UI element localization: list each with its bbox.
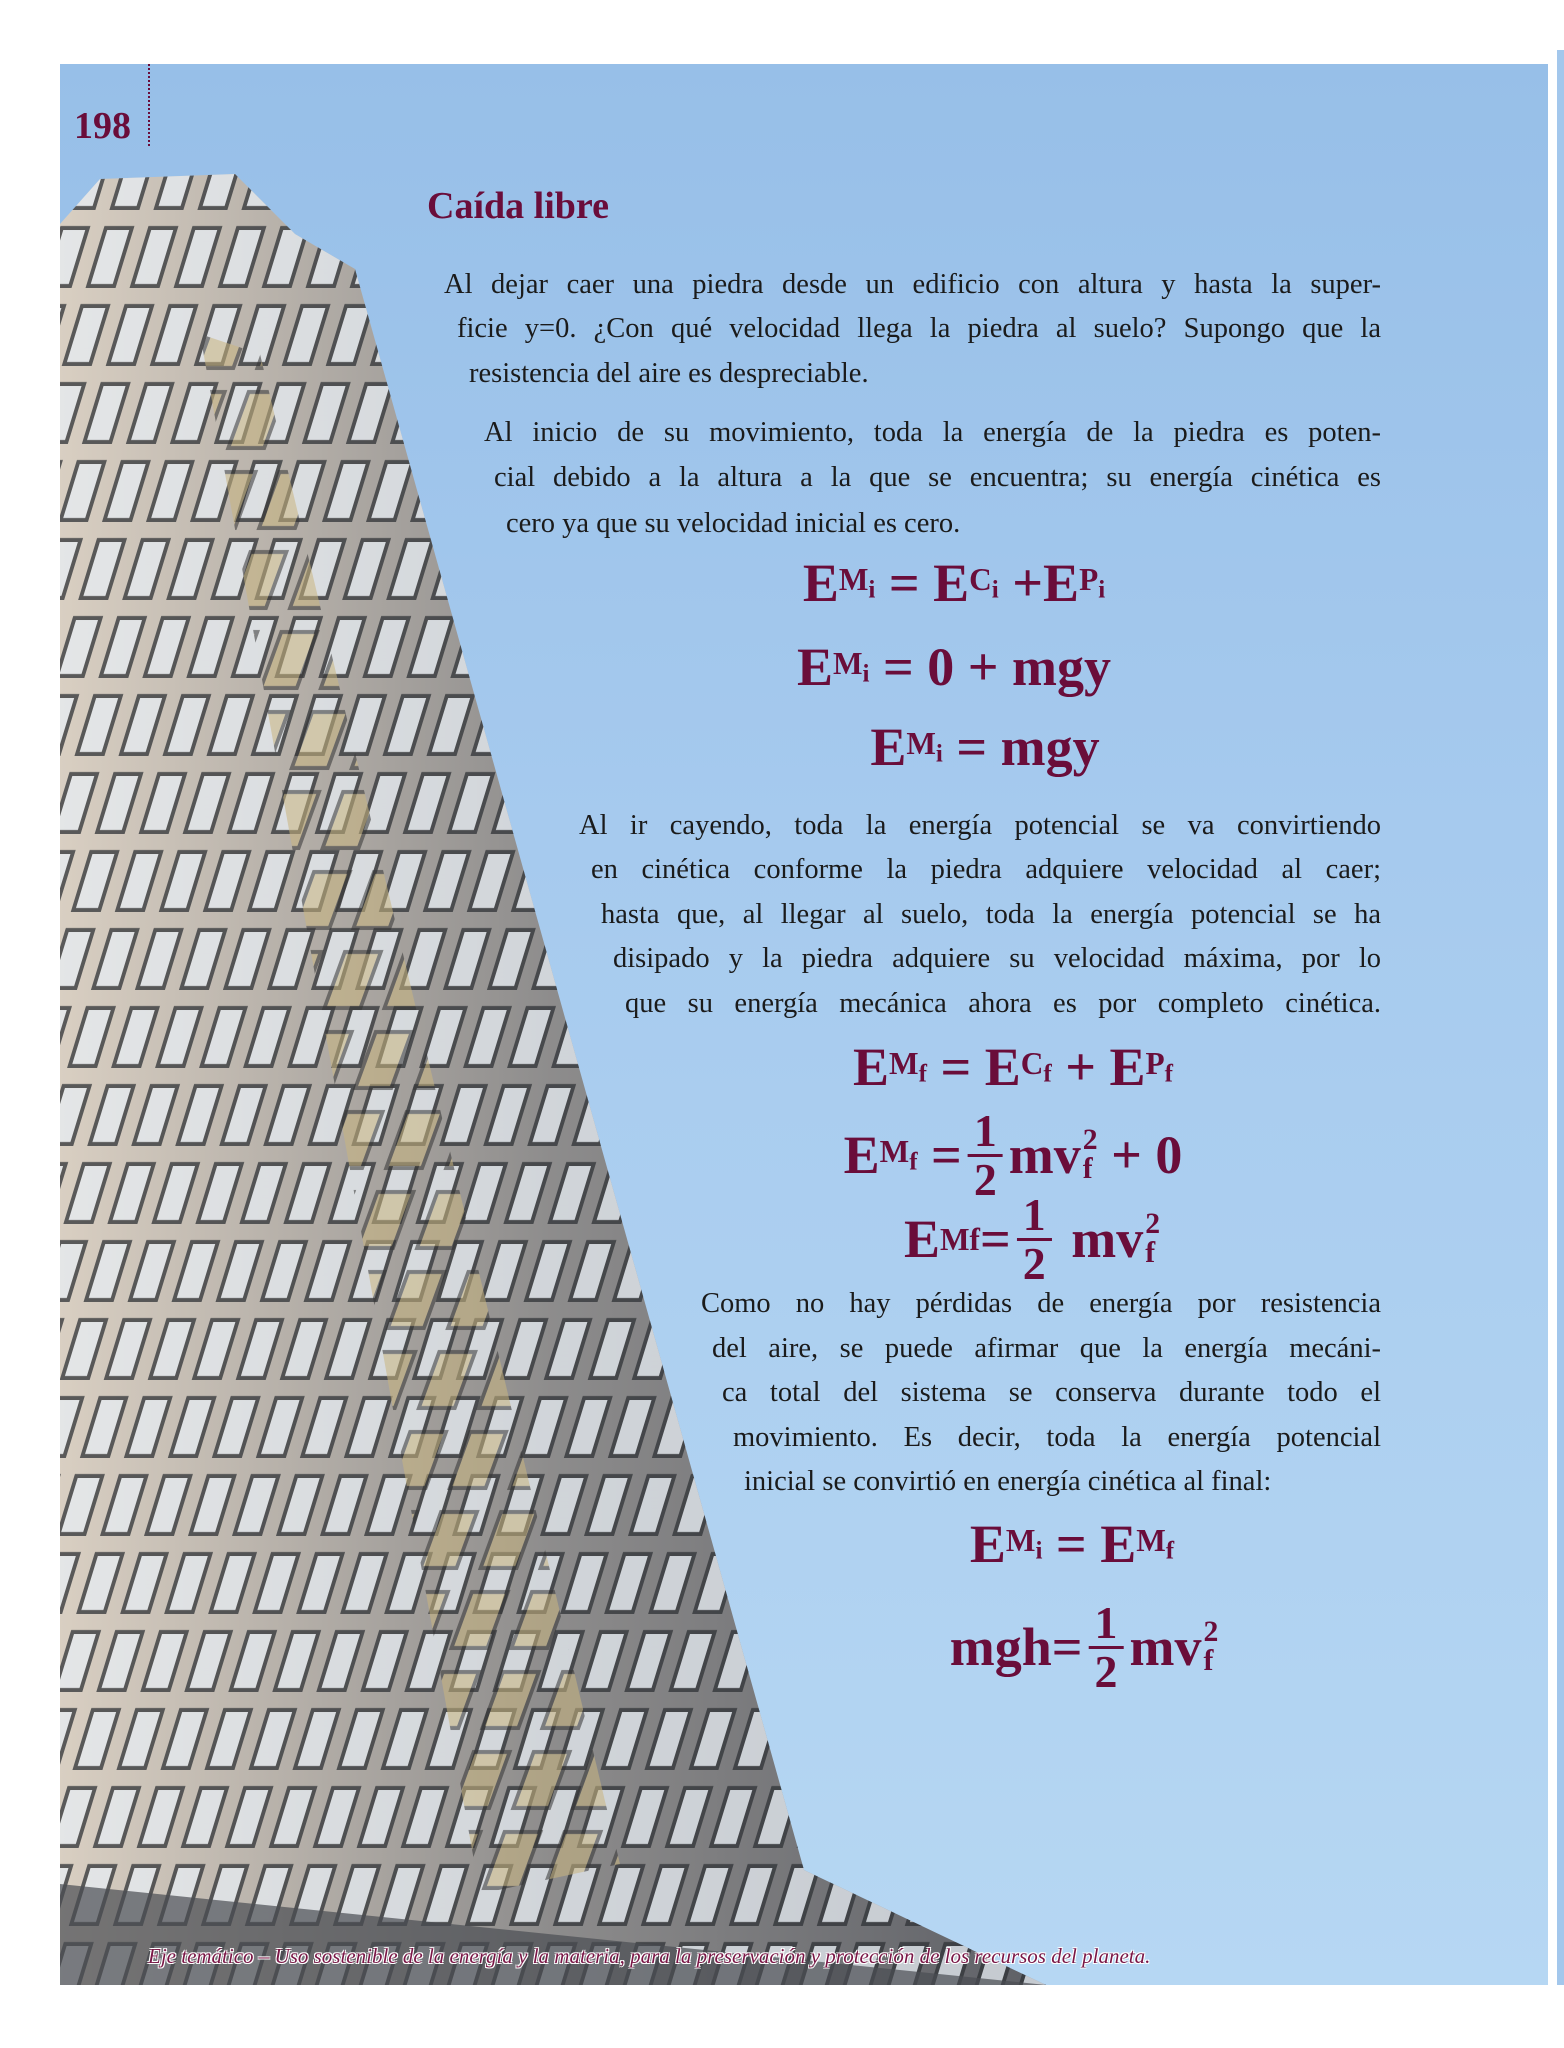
- page-number-divider: [148, 64, 150, 146]
- equation-term: E: [903, 1209, 940, 1270]
- paragraph-line: Al dejar caer una piedra desde un edificio con altura y hasta la super-: [444, 269, 1381, 300]
- paragraph-line: ca total del sistema se conserva durante todo el: [722, 1377, 1381, 1408]
- footer-theme-axis: Eje temático – Uso sostenible de la energía y la materia, para la preservación y protección de los recursos del planeta.: [148, 1944, 1151, 1968]
- paragraph-line: cial debido a la altura a la que se encuentra; su energía cinética es: [494, 462, 1381, 493]
- equation-subscript: f: [1082, 1153, 1093, 1186]
- equation-superscript-subscript: [1203, 1615, 1219, 1678]
- equation-superscript-subscript: [1145, 1207, 1161, 1270]
- fraction-denominator: 2: [1022, 1237, 1046, 1289]
- equation-term: E: [796, 637, 833, 697]
- paragraph-line: disipado y la piedra adquiere su velocidad máxima, por lo: [613, 943, 1381, 974]
- section-title: Caída libre: [427, 185, 609, 227]
- paragraph-line: Al inicio de su movimiento, toda la energía de la piedra es poten-: [484, 417, 1381, 448]
- equation-term: = E: [875, 553, 970, 613]
- equation-subscript-index: f: [918, 1060, 927, 1088]
- equation-term: =: [917, 1125, 962, 1186]
- equation-term: mv: [1008, 1125, 1081, 1186]
- equation: [843, 1105, 1183, 1205]
- equation-subscript: $P_i$: [1079, 561, 1106, 604]
- equation-term: E: [969, 1514, 1006, 1574]
- equation-term: mv: [1057, 1209, 1144, 1270]
- equation: [870, 717, 1100, 777]
- equation-subscript: $M_i$: [906, 725, 943, 768]
- equation: [949, 1597, 1219, 1697]
- equation-term: E: [870, 717, 907, 777]
- equation-fraction: [1017, 1189, 1052, 1289]
- equation-subscript-index: i: [991, 576, 999, 604]
- equation-term: =: [979, 1209, 1011, 1270]
- equation-term: + 0: [1097, 1125, 1183, 1186]
- equation-subscript-index: f: [1043, 1060, 1052, 1088]
- paragraph-line: cero ya que su velocidad inicial es cero.: [506, 508, 961, 539]
- equation-subscript-index: f: [1164, 1060, 1173, 1088]
- equation-subscript-index: i: [1098, 576, 1106, 604]
- equation-subscript: $C_i$: [969, 561, 999, 604]
- equation-subscript: $C_f$: [1020, 1045, 1052, 1088]
- paragraph-line: que su energía mecánica ahora es por completo cinética.: [625, 988, 1381, 1019]
- equation-term: = 0 + mgy: [869, 637, 1112, 697]
- fraction-denominator: 2: [973, 1153, 997, 1205]
- equation-term: = E: [926, 1037, 1021, 1097]
- equation: [903, 1189, 1161, 1289]
- equation-subscript: $M_f$: [879, 1134, 918, 1176]
- equation-subscript: $M_i$: [1005, 1522, 1043, 1565]
- paragraph-line: movimiento. Es decir, toda la energía potencial: [733, 1422, 1381, 1453]
- equation-subscript: $M_i$: [838, 561, 876, 604]
- paragraph-line: en cinética conforme la piedra adquiere velocidad al caer;: [591, 854, 1381, 885]
- equation-subscript-index: i: [1035, 1537, 1043, 1565]
- equation-subscript: Mf: [939, 1221, 980, 1257]
- equation: [802, 553, 1106, 613]
- equation: [796, 637, 1112, 697]
- equation-subscript-index: i: [862, 660, 870, 688]
- paragraph-line: Como no hay pérdidas de energía por resistencia: [701, 1288, 1381, 1319]
- equation-fraction: [1089, 1597, 1124, 1697]
- page-number: 198: [74, 105, 131, 147]
- equation-subscript: f: [1145, 1237, 1156, 1270]
- equation-subscript: $P_f$: [1145, 1045, 1173, 1088]
- fraction-numerator: 1: [1089, 1600, 1124, 1649]
- paragraph-line: resistencia del aire es despreciable.: [469, 358, 869, 389]
- paragraph-line: ficie y=0. ¿Con qué velocidad llega la piedra al suelo? Supongo que la: [457, 313, 1381, 344]
- equation-fraction: [968, 1105, 1003, 1205]
- equation-subscript: f: [1203, 1645, 1214, 1678]
- equation-term: = mgy: [942, 717, 1100, 777]
- equation-term: mgh=: [949, 1617, 1083, 1678]
- paragraph-line: del aire, se puede afirmar que la energía mecáni-: [712, 1333, 1381, 1364]
- equation-subscript-index: f: [1165, 1537, 1175, 1565]
- skyscraper-illustration: [60, 64, 1548, 1985]
- equation-exponent: 2: [1082, 1123, 1098, 1156]
- page-edge-strip: [1557, 50, 1564, 1985]
- equation-term: +E: [998, 553, 1080, 613]
- equation-subscript-index: f: [909, 1148, 918, 1176]
- equation-term: = E: [1042, 1514, 1137, 1574]
- fraction-denominator: 2: [1094, 1645, 1118, 1697]
- equation-superscript-subscript: [1082, 1123, 1098, 1186]
- equation: [853, 1037, 1173, 1097]
- equation-exponent: 2: [1203, 1615, 1219, 1648]
- equation-term: + E: [1051, 1037, 1146, 1097]
- fraction-numerator: 1: [1017, 1192, 1052, 1241]
- fraction-numerator: 1: [968, 1108, 1003, 1157]
- equation-term: E: [853, 1037, 890, 1097]
- equation-subscript: $M_i$: [832, 645, 870, 688]
- equation-exponent: 2: [1145, 1207, 1161, 1240]
- equation-term: E: [802, 553, 839, 613]
- paragraph-line: Al ir cayendo, toda la energía potencial se va convirtiendo: [579, 810, 1381, 841]
- equation-term: E: [843, 1125, 880, 1186]
- equation-subscript: $M_f$: [889, 1045, 927, 1088]
- paragraph-line: inicial se convirtió en energía cinética al final:: [744, 1466, 1272, 1497]
- equation-subscript-index: i: [868, 576, 876, 604]
- background-photo: [60, 64, 1548, 1985]
- paragraph-line: hasta que, al llegar al suelo, toda la energía potencial se ha: [601, 899, 1381, 930]
- equation-term: mv: [1129, 1617, 1202, 1678]
- equation-subscript-index: i: [935, 740, 943, 768]
- equation: [969, 1514, 1175, 1574]
- equation-subscript: $M_f$: [1136, 1522, 1175, 1565]
